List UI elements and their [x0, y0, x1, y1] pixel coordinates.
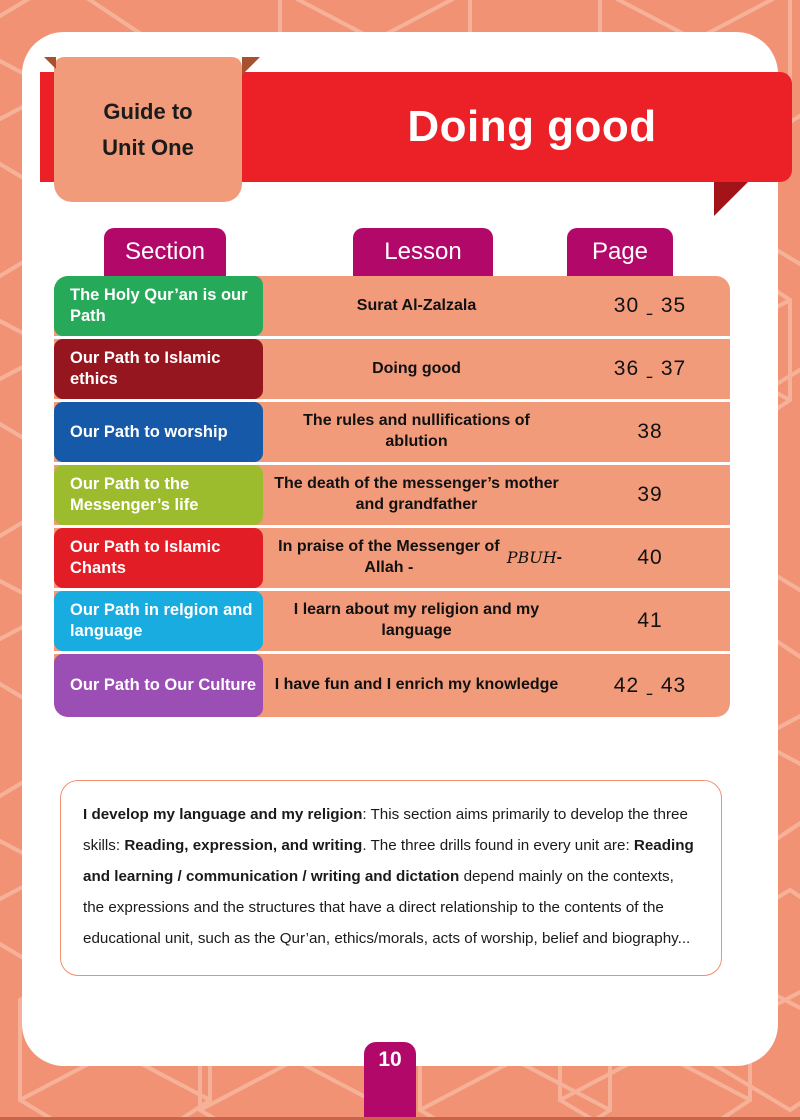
note-bold-2: Reading and learning / communication / writing and dictation — [83, 837, 694, 885]
guide-tab-line-1: Guide to — [103, 98, 193, 124]
column-header-lesson: Lesson — [353, 228, 493, 276]
cell-lesson: Doing good — [372, 359, 461, 377]
guide-to-unit-tab — [54, 57, 242, 202]
column-header-section: Section — [104, 228, 226, 276]
pbuh-abbreviation: PBUH — [506, 547, 557, 567]
guide-tab-line-2: Unit One — [102, 134, 194, 160]
cell-page: 41 — [637, 609, 663, 632]
note-bold-1: Reading, expression, and writing — [124, 837, 363, 854]
note-box — [60, 780, 722, 976]
lesson-text-tail: - — [556, 548, 562, 566]
note-text-1: : This section aims primarily to develop the three skills: — [83, 806, 688, 854]
note-paragraph — [83, 799, 699, 954]
table-row — [54, 528, 730, 591]
cell-lesson: The death of the messenger’s mother and grandfather — [274, 475, 559, 513]
cell-lesson: I have fun and I enrich my knowledge — [274, 676, 559, 694]
cell-lesson: The rules and nullifications of ablution — [303, 412, 530, 450]
note-text-2: . The three drills found in every unit are: — [362, 837, 634, 854]
cell-page: 38 — [637, 420, 663, 443]
table-row — [54, 339, 730, 402]
table-row — [54, 276, 730, 339]
table-row — [54, 465, 730, 528]
cell-lesson: Surat Al-Zalzala — [356, 296, 477, 314]
unit-header-ribbon — [22, 72, 778, 212]
cell-section: Our Path to Islamic Chants — [54, 528, 263, 588]
cell-page: 39 — [637, 483, 663, 506]
guide-tab-fold-left-icon — [44, 57, 56, 69]
guide-tab-fold-right-icon — [242, 57, 260, 75]
cell-section: Our Path to worship — [54, 402, 263, 462]
cell-lesson: I learn about my religion and my language — [293, 601, 540, 639]
cell-page: 40 — [637, 546, 663, 569]
table-row — [54, 654, 730, 717]
cell-page: 42 ˍ 43 — [613, 673, 687, 697]
cell-section: Our Path to the Messenger’s life — [54, 465, 263, 525]
cell-section: Our Path in relgion and language — [54, 591, 263, 651]
table-row — [54, 591, 730, 654]
unit-title: Doing good — [407, 102, 657, 151]
ribbon-fold-right-icon — [714, 182, 748, 216]
note-lead-bold: I develop my language and my religion — [83, 806, 363, 823]
cell-page: 36 ˍ 37 — [613, 357, 687, 380]
cell-lesson — [263, 528, 570, 588]
table-of-contents — [54, 276, 730, 717]
table-row — [54, 402, 730, 465]
note-text-3: depend mainly on the contexts, the expressions and the structures that have a direct relationship to the contents of the educational unit, such as the Qur’an, ethics/morals, acts of worship, belief and biography... — [83, 868, 691, 947]
cell-section: Our Path to Our Culture — [54, 654, 263, 717]
table-column-headers — [22, 228, 778, 280]
column-header-page: Page — [567, 228, 673, 276]
page-number-tab: 10 — [364, 1042, 416, 1120]
lesson-text: In praise of the Messenger of Allah - — [278, 538, 500, 576]
cell-section: The Holy Qur’an is our Path — [54, 276, 263, 336]
cell-page: 30 ˍ 35 — [613, 294, 687, 317]
cell-section: Our Path to Islamic ethics — [54, 339, 263, 399]
